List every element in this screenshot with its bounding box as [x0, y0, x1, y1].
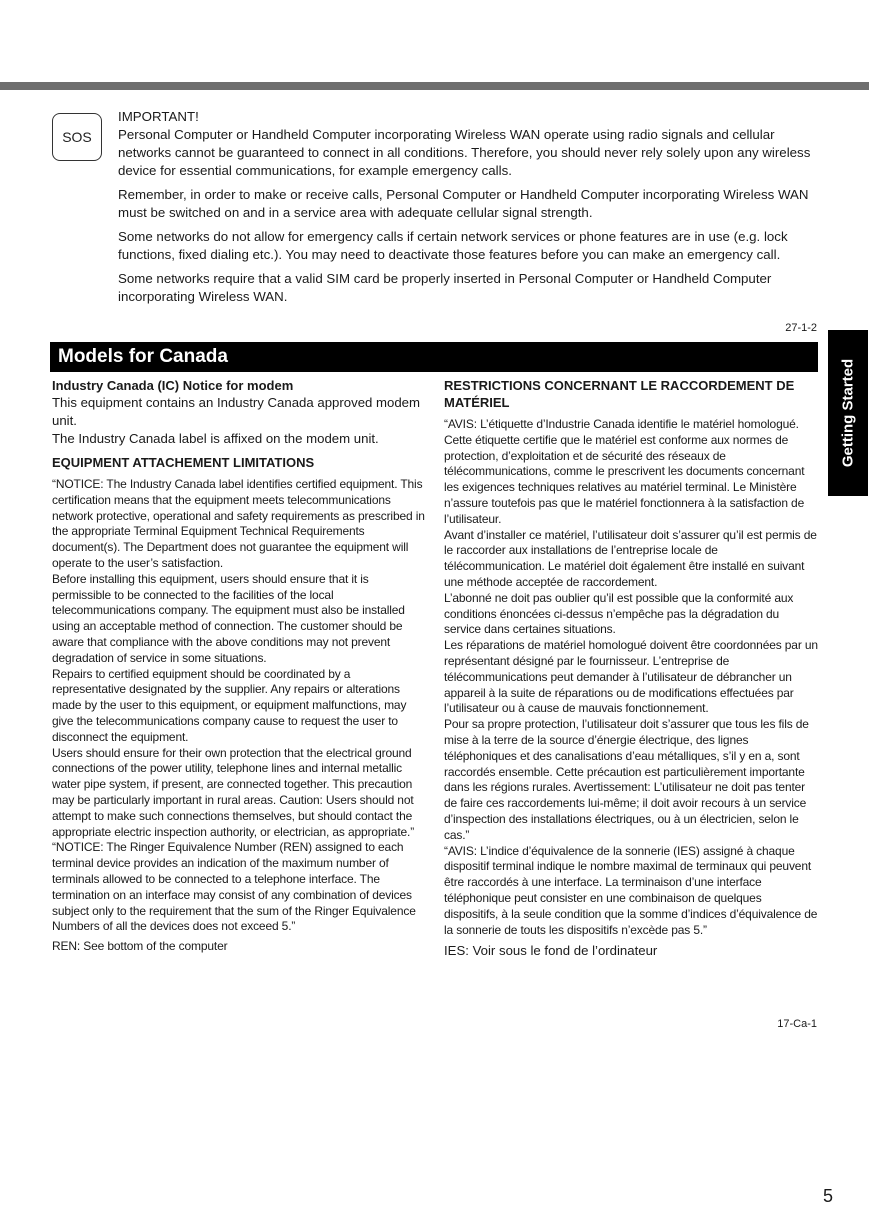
ren-note: REN: See bottom of the computer	[52, 939, 228, 954]
reference-code: 27-1-2	[785, 322, 817, 334]
avis-paragraph: L’abonné ne doit pas oublier qu’il est possible que la conformité aux conditions énoncées ci-dessus n’empêche pas la dégradation du service dans certaines situations.	[444, 590, 794, 637]
ies-note: IES: Voir sous le fond de l’ordinateur	[444, 943, 658, 959]
right-column	[444, 377, 818, 960]
avis-paragraph: “AVIS: L’indice d’équivalence de la sonnerie (IES) assigné à chaque dispositif terminal indique le nombre maximal de terminaux qui peuvent être raccordés à une interface. La terminaison d’une interface téléphonique peut consister en une combinaison de quelques dispositifs, à la seule condition que la somme d’indices d’équivalence de la sonnerie de touts les dispositifs n’excède pas 5.”	[444, 843, 818, 937]
notice-paragraph: “NOTICE: The Ringer Equivalence Number (REN) assigned to each terminal device provides an indication of the maximum number of terminals allowed to be connected to a telephone interface. The termination on an interface may consist of any combination of devices subject only to the requirement that the sum of the Ringer Equivalence Numbers of all the devices does not exceed 5.”	[52, 840, 416, 934]
ic-line: The Industry Canada label is affixed on the modem unit.	[52, 431, 379, 446]
top-rule	[0, 82, 869, 90]
equipment-heading: EQUIPMENT ATTACHEMENT LIMITATIONS	[52, 455, 315, 470]
restrictions-heading: RESTRICTIONS CONCERNANT LE RACCORDEMENT DE MATÉRIEL	[444, 378, 795, 410]
important-notice	[118, 108, 818, 312]
notice-paragraph: Before installing this equipment, users should ensure that it is permissible to be connected to the facilities of the local telecommunications company. The equipment must also be installed using an acceptable method of connection. The customer should be aware that compliance with the above conditions may not prevent degradation of service in some situations.	[52, 571, 405, 665]
reference-code: 17-Ca-1	[777, 1018, 817, 1030]
important-paragraph: Personal Computer or Handheld Computer incorporating Wireless WAN operate using radio signals and cellular networks cannot be guaranteed to connect in all conditions. Therefore, you should never rely solely upon any wireless device for essential communications, for example emergency calls.	[118, 127, 811, 178]
page-number: 5	[822, 1186, 833, 1206]
left-column	[52, 377, 426, 955]
avis-paragraph: Les réparations de matériel homologué doivent être coordonnées par un représentant désigné par le fournisseur. L’entreprise de télécommunications peut demander à l’utilisateur de débrancher un appareil à la suite de réparations ou de modifications effectuées par l’utilisateur ou à cause de mauvais fonctionnement.	[444, 638, 818, 716]
side-tab-label: Getting Started	[839, 358, 857, 468]
section-title: Models for Canada	[50, 342, 818, 372]
avis-paragraph: Avant d’installer ce matériel, l’utilisateur doit s’assurer qu’il est permis de le raccorder aux installations de l’entreprise locale de télécommunication. Le matériel doit également être installé en suivant une méthode acceptée de raccordement.	[444, 527, 817, 589]
sos-label: SOS	[62, 129, 92, 145]
avis-paragraph: “AVIS: L’étiquette d’Industrie Canada identifie le matériel homologué. Cette étiquette certifie que le matériel est conforme aux normes de protection, d’exploitation et de sécurité des réseaux de télécommunications, comme le prescrivent les documents concernant les exigences techniques relatives au matériel terminal. Le Ministère n’assure toutefois pas que le matériel fonctionnera à la satisfaction de l’utilisateur.	[444, 417, 805, 526]
notice-paragraph: Users should ensure for their own protection that the electrical ground connections of the power utility, telephone lines and internal metallic water pipe system, if present, are connected together. This precaution may be particularly important in rural areas. Caution: Users should not attempt to make such connections themselves, but should contact the appropriate electric inspection authority, or electrician, as appropriate.”	[52, 745, 415, 839]
notice-paragraph: “NOTICE: The Industry Canada label identifies certified equipment. This certification means that the equipment meets telecommunications network protective, operational and safety requirements as prescribed in the appropriate Terminal Equipment Technical Requirements document(s). The Department does not guarantee the equipment will operate to the user’s satisfaction.	[52, 477, 425, 570]
important-paragraph: Some networks require that a valid SIM card be properly inserted in Personal Computer or Handheld Computer incorporating Wireless WAN.	[118, 271, 772, 304]
important-paragraph: Some networks do not allow for emergency calls if certain network services or phone features are in use (e.g. lock functions, fixed dialing etc.). You may need to deactivate those features before you can make an emergency call.	[118, 229, 788, 262]
sos-icon	[52, 113, 102, 161]
notice-paragraph: Repairs to certified equipment should be coordinated by a representative designated by the supplier. Any repairs or alterations made by the user to this equipment, or equipment malfunctions, may give the telecommunications company cause to request the user to disconnect the equipment.	[52, 666, 407, 744]
ic-line: This equipment contains an Industry Canada approved modem unit.	[52, 395, 421, 428]
important-heading: IMPORTANT!	[118, 109, 199, 124]
avis-paragraph: Pour sa propre protection, l’utilisateur doit s’assurer que tous les fils de mise à la terre de la source d’énergie électrique, des lignes téléphoniques et des canalisations d’eau métalliques, s’il y en a, sont raccordés ensemble. Cette précaution est particulièrement importante dans les régions rurales. Avertissement: L’utilisateur ne doit pas tenter de faire ces raccordements lui-même; il doit avoir recours à un service d’inspection des installations électriques, ou à un électricien, selon le cas.”	[444, 717, 809, 842]
important-paragraph: Remember, in order to make or receive calls, Personal Computer or Handheld Computer incorporating Wireless WAN must be switched on and in a service area with adequate cellular signal strength.	[118, 187, 809, 220]
side-tab	[828, 330, 868, 496]
ic-heading: Industry Canada (IC) Notice for modem	[52, 378, 294, 393]
